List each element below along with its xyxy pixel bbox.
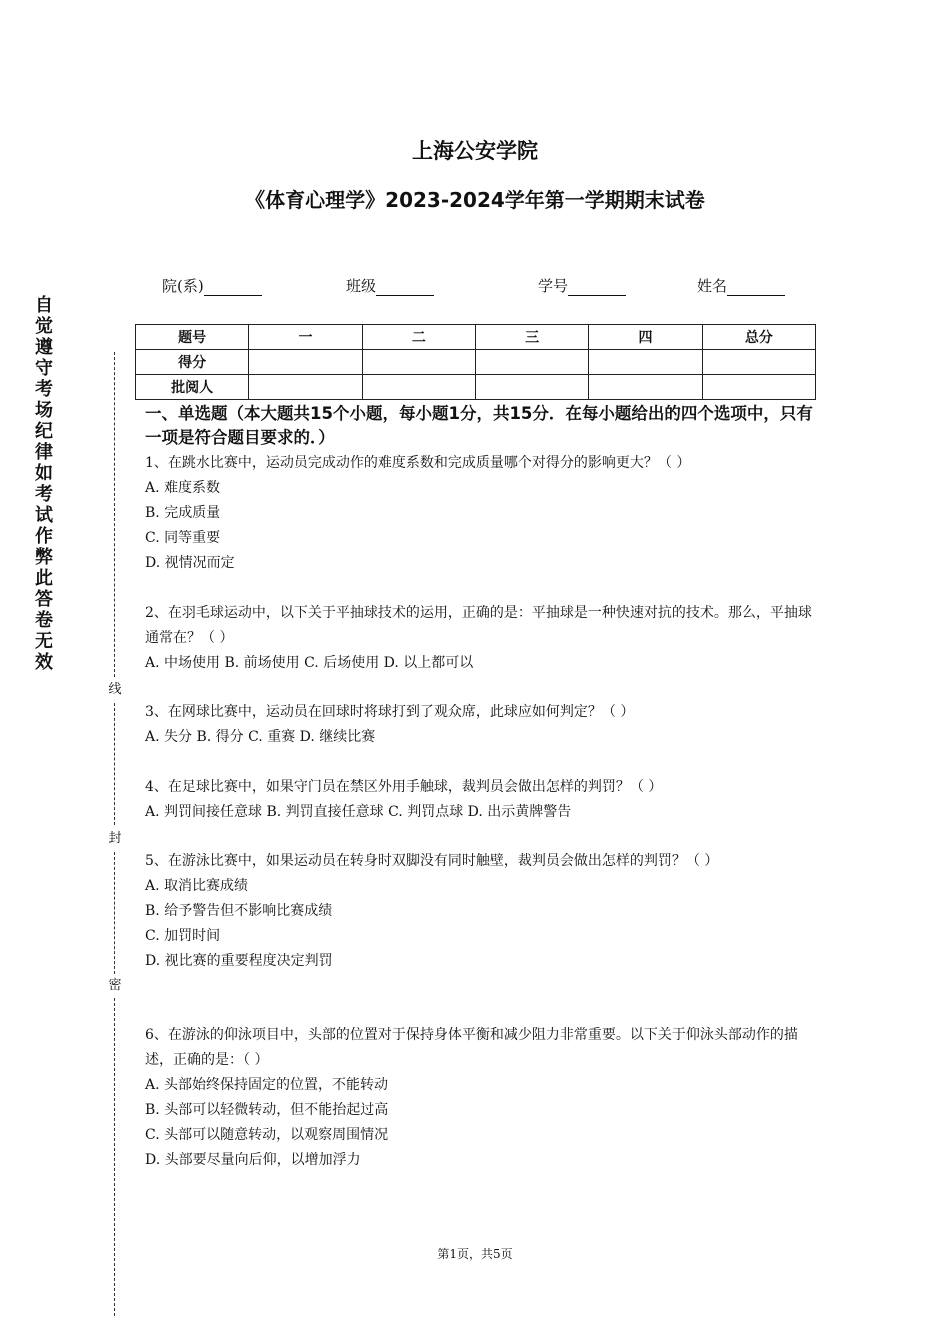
exam-discipline-notice: 自觉遵守考场纪律如考试作弊此答卷无效: [35, 295, 53, 673]
option-c[interactable]: C. 头部可以随意转动，以观察周围情况: [145, 1127, 389, 1143]
option-a[interactable]: A. 头部始终保持固定的位置，不能转动: [145, 1077, 389, 1093]
grader-cell[interactable]: [249, 375, 362, 400]
section-heading: 一、单选题（本大题共15个小题，每小题1分，共15分．在每小题给出的四个选项中，只有一项是符合题目要求的．）: [145, 404, 813, 447]
binding-dashed-line: [114, 703, 115, 825]
question-2: [145, 601, 815, 676]
seal-fold-label: 封: [106, 831, 124, 847]
question-4: [145, 775, 815, 825]
grader-cell[interactable]: [475, 375, 588, 400]
score-table-row-header: 题号: [136, 325, 249, 350]
grader-cell[interactable]: [362, 375, 475, 400]
name-blank[interactable]: [727, 279, 785, 296]
score-table-grader-row: [136, 375, 816, 400]
question-stem: 3、在网球比赛中，运动员在回球时将球打到了观众席，此球应如何判定？（ ）: [145, 704, 635, 720]
option-d[interactable]: D. 头部要尽量向后仰，以增加浮力: [145, 1152, 361, 1168]
score-table-col-4: 四: [589, 325, 702, 350]
grader-row-label: 批阅人: [136, 375, 249, 400]
binding-dashed-line: [114, 352, 115, 677]
options-line[interactable]: A. 中场使用 B. 前场使用 C. 后场使用 D. 以上都可以: [145, 655, 474, 671]
school-title: 上海公安学院: [412, 139, 538, 163]
question-stem: 4、在足球比赛中，如果守门员在禁区外用手触球，裁判员会做出怎样的判罚？（ ）: [145, 779, 663, 795]
score-cell[interactable]: [475, 350, 588, 375]
page-footer: 第1页，共5页: [437, 1247, 513, 1261]
options-line[interactable]: A. 失分 B. 得分 C. 重赛 D. 继续比赛: [145, 729, 376, 745]
question-1: [145, 451, 815, 576]
score-table-col-3: 三: [475, 325, 588, 350]
options-line[interactable]: A. 判罚间接任意球 B. 判罚直接任意球 C. 判罚点球 D. 出示黄牌警告: [145, 804, 572, 820]
option-a[interactable]: A. 难度系数: [145, 480, 221, 496]
binding-dashed-line: [114, 998, 115, 1316]
option-c[interactable]: C. 加罚时间: [145, 928, 221, 944]
name-label: 姓名: [697, 277, 728, 295]
score-row-label: 得分: [136, 350, 249, 375]
option-b[interactable]: B. 给予警告但不影响比赛成绩: [145, 903, 333, 919]
question-5: [145, 849, 815, 974]
seal-line-label: 线: [106, 682, 124, 698]
class-field: [346, 276, 434, 296]
option-a[interactable]: A. 取消比赛成绩: [145, 878, 249, 894]
seal-close-label: 密: [106, 978, 124, 994]
score-table-col-total: 总分: [702, 325, 815, 350]
department-label: 院(系): [162, 277, 204, 295]
score-table-score-row: [136, 350, 816, 375]
class-label: 班级: [346, 277, 377, 295]
question-stem: 5、在游泳比赛中，如果运动员在转身时双脚没有同时触壁，裁判员会做出怎样的判罚？（ ）: [145, 853, 719, 869]
student-id-field: [538, 276, 626, 296]
score-table-col-2: 二: [362, 325, 475, 350]
grader-cell[interactable]: [589, 375, 702, 400]
question-stem: 2、在羽毛球运动中，以下关于平抽球技术的运用，正确的是：平抽球是一种快速对抗的技术。那么，平抽球通常在？（ ）: [145, 605, 812, 646]
grader-cell[interactable]: [702, 375, 815, 400]
binding-dashed-line: [114, 852, 115, 974]
score-table-header-row: [136, 325, 816, 350]
department-blank[interactable]: [204, 279, 262, 296]
option-d[interactable]: D. 视情况而定: [145, 555, 235, 571]
class-blank[interactable]: [376, 279, 434, 296]
score-cell[interactable]: [702, 350, 815, 375]
name-field: [697, 276, 785, 296]
score-cell[interactable]: [589, 350, 702, 375]
exam-title: 《体育心理学》2023-2024学年第一学期期末试卷: [245, 188, 705, 212]
option-c[interactable]: C. 同等重要: [145, 530, 221, 546]
score-table-col-1: 一: [249, 325, 362, 350]
question-6: [145, 1023, 815, 1173]
question-stem: 6、在游泳的仰泳项目中，头部的位置对于保持身体平衡和减少阻力非常重要。以下关于仰泳头部动作的描述，正确的是：（ ）: [145, 1027, 798, 1068]
question-3: [145, 700, 815, 750]
score-cell[interactable]: [362, 350, 475, 375]
option-b[interactable]: B. 完成质量: [145, 505, 221, 521]
question-stem: 1、在跳水比赛中，运动员完成动作的难度系数和完成质量哪个对得分的影响更大？（ ）: [145, 455, 691, 471]
option-d[interactable]: D. 视比赛的重要程度决定判罚: [145, 953, 333, 969]
score-table: [135, 324, 816, 400]
department-field: [162, 276, 262, 296]
student-id-label: 学号: [538, 277, 569, 295]
student-id-blank[interactable]: [568, 279, 626, 296]
option-b[interactable]: B. 头部可以轻微转动，但不能抬起过高: [145, 1102, 389, 1118]
score-cell[interactable]: [249, 350, 362, 375]
